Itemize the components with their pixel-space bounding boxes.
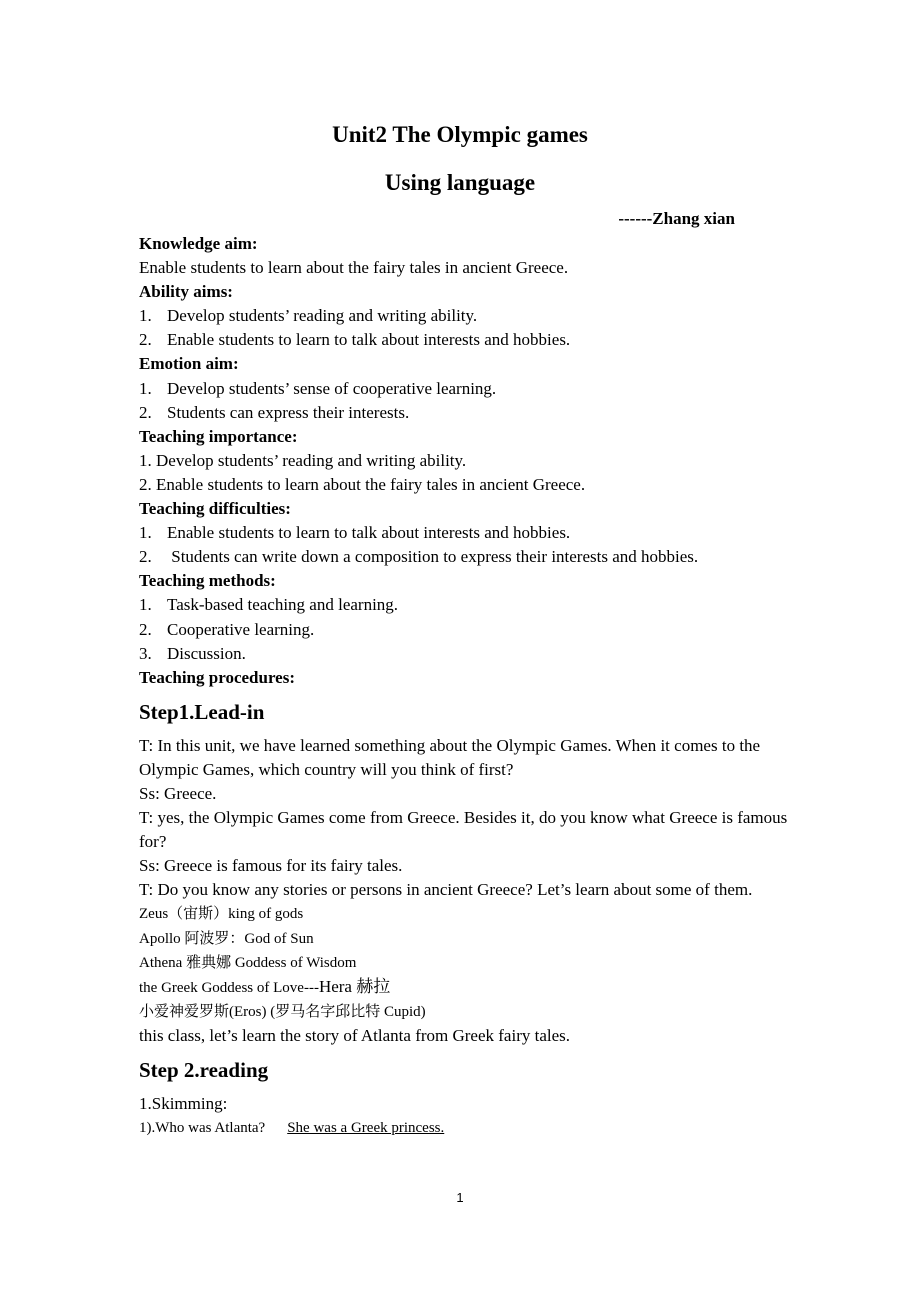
- page-title: Unit2 The Olympic games: [332, 122, 588, 147]
- teaching-procedures-heading: Teaching procedures:: [139, 667, 296, 687]
- dialogue-line: Ss: Greece is famous for its fairy tales.: [139, 856, 403, 876]
- page-subtitle: Using language: [384, 170, 536, 195]
- question-row: [139, 1116, 789, 1140]
- god-entry: Athena 雅典娜 Goddess of Wisdom: [139, 954, 357, 971]
- knowledge-aim-text: Enable students to learn about the fairy tales in ancient Greece.: [139, 258, 569, 278]
- answer-text: She was a Greek princess.: [287, 1120, 445, 1137]
- closing-sentence: this class, let’s learn the story of Atlanta from Greek fairy tales.: [139, 1025, 571, 1045]
- dialogue-line: T: In this unit, we have learned something about the Olympic Games. When it comes to the Olympic Games, which country will you think of first?: [139, 735, 761, 779]
- list-item: 2. Students can express their interests.: [139, 402, 410, 422]
- god-entry: the Greek Goddess of Love---Hera 赫拉: [139, 976, 391, 996]
- list-item: 1. Develop students’ reading and writing ability.: [139, 450, 467, 470]
- dialogue-line: T: Do you know any stories or persons in ancient Greece? Let’s learn about some of them.: [139, 880, 753, 900]
- list-item: 1. Task-based teaching and learning.: [139, 595, 399, 615]
- emotion-aim-heading: Emotion aim:: [139, 354, 239, 374]
- dialogue-line: T: yes, the Olympic Games come from Greece. Besides it, do you know what Greece is famous for?: [139, 808, 788, 852]
- author: ------Zhang xian: [618, 209, 735, 228]
- knowledge-aim-heading: Knowledge aim:: [139, 234, 258, 253]
- teaching-methods-heading: Teaching methods:: [139, 571, 276, 591]
- skimming-label: 1.Skimming:: [139, 1094, 228, 1113]
- step2-heading: Step 2.reading: [139, 1058, 269, 1082]
- list-item: 1. Develop students’ reading and writing ability.: [139, 306, 478, 326]
- god-entry: Apollo 阿波罗：God of Sun: [139, 930, 314, 947]
- god-entry: 小爱神爱罗斯(Eros) (罗马名字邱比特 Cupid): [139, 1003, 426, 1020]
- question-text: 1).Who was Atlanta?: [139, 1120, 266, 1137]
- ability-aims-heading: Ability aims:: [139, 282, 233, 302]
- dialogue-line: Ss: Greece.: [139, 783, 217, 803]
- page-number: 1: [456, 1190, 464, 1205]
- list-item: 3. Discussion.: [139, 643, 246, 663]
- step1-heading: Step1.Lead-in: [139, 699, 265, 724]
- god-entry: Zeus（宙斯）king of gods: [139, 906, 304, 923]
- lesson-plan-body: [139, 232, 789, 1140]
- list-item: 2. Enable students to learn about the fairy tales in ancient Greece.: [139, 474, 586, 494]
- list-item: 1. Develop students’ sense of cooperative learning.: [139, 378, 497, 398]
- list-item: 2. Enable students to learn to talk about interests and hobbies.: [139, 330, 571, 350]
- teaching-difficulties-heading: Teaching difficulties:: [139, 499, 291, 519]
- list-item: 2. Students can write down a composition to express their interests and hobbies.: [139, 547, 699, 567]
- list-item: 1. Enable students to learn to talk about interests and hobbies.: [139, 523, 571, 543]
- teaching-importance-heading: Teaching importance:: [139, 426, 298, 446]
- list-item: 2. Cooperative learning.: [139, 619, 315, 639]
